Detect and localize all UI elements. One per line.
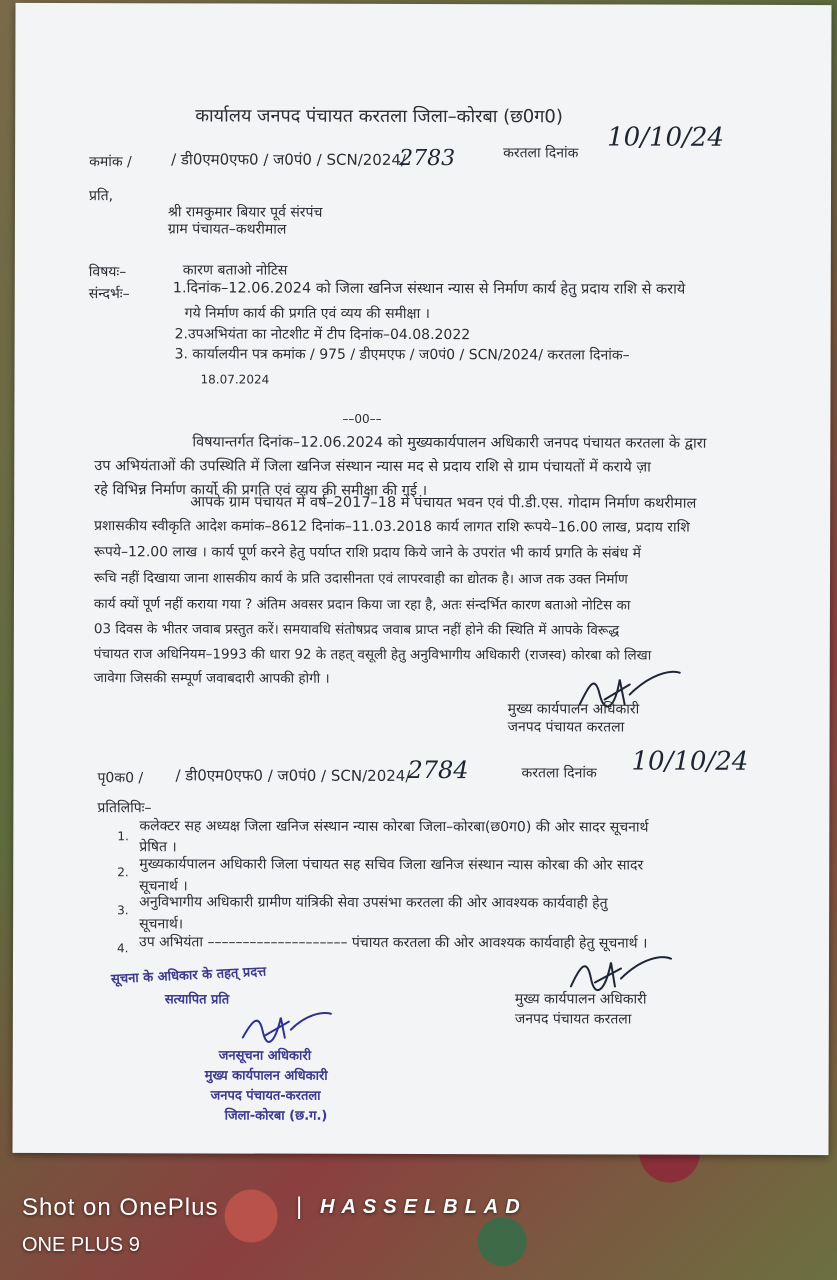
separator: ––00–– bbox=[342, 411, 382, 426]
signature-1-title: मुख्य कार्यपालन अधिकारी bbox=[507, 701, 640, 718]
body-line: प्रशासकीय स्वीकृति आदेश कमांक–8612 दिनांक–11.03.2018 कार्य लागत राशि रूपये–16.00 लाख, प्रदाय राशि bbox=[94, 518, 690, 536]
rti-stamp-line: जनसूचना अधिकारी bbox=[218, 1048, 312, 1064]
letterhead: कार्यालय जनपद पंचायत करतला जिला–कोरबा (छ0ग0) bbox=[195, 105, 563, 128]
copy-item-number: 2. bbox=[117, 865, 129, 880]
body-line: 03 दिवस के भीतर जवाब प्रस्तुत करें। समयावधि संतोषप्रद जवाब प्राप्त नहीं होने की स्थिति में आपके विरूद्ध bbox=[93, 621, 620, 639]
copy-item-line: अनुविभागीय अधिकारी ग्रामीण यांत्रिकी सेवा उपसंभा करतला की ओर आवश्यक कार्यवाही हेतु bbox=[139, 894, 608, 912]
body-line: कार्य क्यों पूर्ण नहीं कराया गया ? अंतिम अवसर प्रदान किया जा रहा है, अतः संन्दर्भित कारण बताओ नोटिस का bbox=[93, 596, 631, 614]
body-line: रहे विभिन्न निर्माण कार्यो की प्रगति एवं व्यय की समीक्षा की गई । bbox=[94, 482, 428, 500]
subject-label: विषयः– bbox=[88, 264, 127, 281]
references-label: संन्दर्भः– bbox=[88, 286, 130, 303]
ref-number: / डी0एम0एफ0 / ज0पं0 / SCN/2024/ bbox=[171, 150, 407, 169]
reference-line: 18.07.2024 bbox=[200, 372, 270, 387]
watermark-shot-on: Shot on OnePlus bbox=[22, 1194, 219, 1221]
watermark-separator: | bbox=[296, 1193, 303, 1220]
to-label: प्रति, bbox=[88, 188, 114, 205]
copy-item-line: उप अभियंता –––––––––––––––––––– पंचायत करतला की ओर आवश्यक कार्यवाही हेतु सूचनार्थ । bbox=[139, 934, 648, 952]
watermark-model: ONE PLUS 9 bbox=[22, 1234, 140, 1256]
endorsement-handwritten-date: 10/10/24 bbox=[631, 746, 749, 777]
to-name: श्री रामकुमार बियार पूर्व संरपंच bbox=[167, 204, 323, 221]
reference-line: 2.उपअभियंता का नोटशीट में टीप दिनांक–04.08.2022 bbox=[174, 326, 471, 344]
rti-stamp-heading: सूचना के अधिकार के तहत् प्रदत्त bbox=[110, 964, 267, 988]
body-line: विषयान्तर्गत दिनांक–12.06.2024 को मुख्यकार्यपालन अधिकारी जनपद पंचायत करतला के द्वारा bbox=[192, 434, 707, 452]
rti-stamp-line: मुख्य कार्यपालन अधिकारी bbox=[204, 1068, 328, 1084]
body-line: जावेगा जिसकी सम्पूर्ण जवाबदारी आपकी होगी । bbox=[93, 670, 330, 687]
copy-item-number: 1. bbox=[117, 829, 129, 844]
copy-to-label: प्रतिलिपिः– bbox=[97, 800, 152, 817]
reference-line: 1.दिनांक–12.06.2024 को जिला खनिज संस्थान न्यास से निर्माण कार्य हेतु प्रदाय राशि से कराये bbox=[172, 280, 686, 298]
rti-stamp-line: जिला-कोरबा (छ.ग.) bbox=[224, 1108, 328, 1124]
ref-handwritten-number: 2783 bbox=[399, 145, 456, 172]
signature-1-office: जनपद पंचायत करतला bbox=[507, 719, 625, 736]
endorsement-label: पृ0क0 / bbox=[97, 770, 144, 787]
endorsement-handwritten-number: 2784 bbox=[407, 755, 469, 785]
copy-item-line: प्रेषित । bbox=[139, 839, 177, 856]
ref-date-label: करतला दिनांक bbox=[503, 145, 579, 162]
copy-item-line: सूचनार्थ । bbox=[139, 878, 188, 895]
signature-2-title: मुख्य कार्यपालन अधिकारी bbox=[514, 991, 647, 1008]
body-line: रूपये–12.00 लाख । कार्य पूर्ण करने हेतु पर्याप्त राशि प्रदाय किये जाने के उपरांत भी कार्य प्रगति के संबंध में bbox=[94, 544, 642, 562]
copy-item-line: कलेक्टर सह अध्यक्ष जिला खनिज संस्थान न्यास कोरबा जिला–कोरबा(छ0ग0) की ओर सादर सूचनार्थ bbox=[139, 818, 649, 836]
body-line: उप अभियंताओं की उपस्थिति में जिला खनिज संस्थान न्यास मद से प्रदाय राशि से ग्राम पंचायतों में कराये ज़ा bbox=[94, 458, 651, 476]
signature-2-office: जनपद पंचायत करतला bbox=[514, 1011, 632, 1028]
reference-line: गये निर्माण कार्य की प्रगति एवं व्यय की समीक्षा । bbox=[184, 305, 430, 323]
endorsement-number: / डी0एम0एफ0 / ज0पं0 / SCN/2024/ bbox=[175, 766, 411, 785]
watermark-brand: HASSELBLAD bbox=[320, 1196, 527, 1218]
copy-item-number: 4. bbox=[117, 941, 129, 956]
rti-stamp-subheading: सत्यापित प्रति bbox=[164, 992, 230, 1008]
copy-item-line: मुख्यकार्यपालन अधिकारी जिला पंचायत सह सचिव जिला खनिज संस्थान न्यास कोरबा की ओर सादर bbox=[139, 856, 644, 874]
notice-document bbox=[12, 3, 831, 1155]
copy-item-line: सूचनार्थ। bbox=[139, 916, 184, 933]
body-line: रूचि नहीं दिखाया जाना शासकीय कार्य के प्रति उदासीनता एवं लापरवाही का द्योतक है। आज तक उक्त निर्माण bbox=[93, 570, 628, 588]
rti-stamp-signature bbox=[235, 1008, 335, 1048]
rti-stamp-line: जनपद पंचायत-करतला bbox=[210, 1088, 321, 1104]
body-line: पंचायत राज अधिनियम–1993 की धारा 92 के तहत् वसूली हेतु अनुविभागीय अधिकारी (राजस्व) कोरबा को लिखा bbox=[93, 646, 652, 664]
endorsement-date-label: करतला दिनांक bbox=[521, 765, 597, 782]
subject-text: कारण बताओ नोटिस bbox=[182, 262, 288, 279]
copy-item-number: 3. bbox=[117, 903, 129, 918]
ref-label: कमांक / bbox=[89, 154, 132, 171]
to-address: ग्राम पंचायत–कथरीमाल bbox=[167, 221, 287, 238]
reference-line: 3. कार्यालयीन पत्र कमांक / 975 / डीएमएफ / ज0पं0 / SCN/2024/ करतला दिनांक– bbox=[174, 346, 630, 364]
ref-handwritten-date: 10/10/24 bbox=[607, 122, 724, 153]
body-line: आपके ग्राम पंचायत में वर्ष–2017–18 में पंचायत भवन एवं पी.डी.एस. गोदाम निर्माण कथरीमाल bbox=[190, 494, 697, 512]
